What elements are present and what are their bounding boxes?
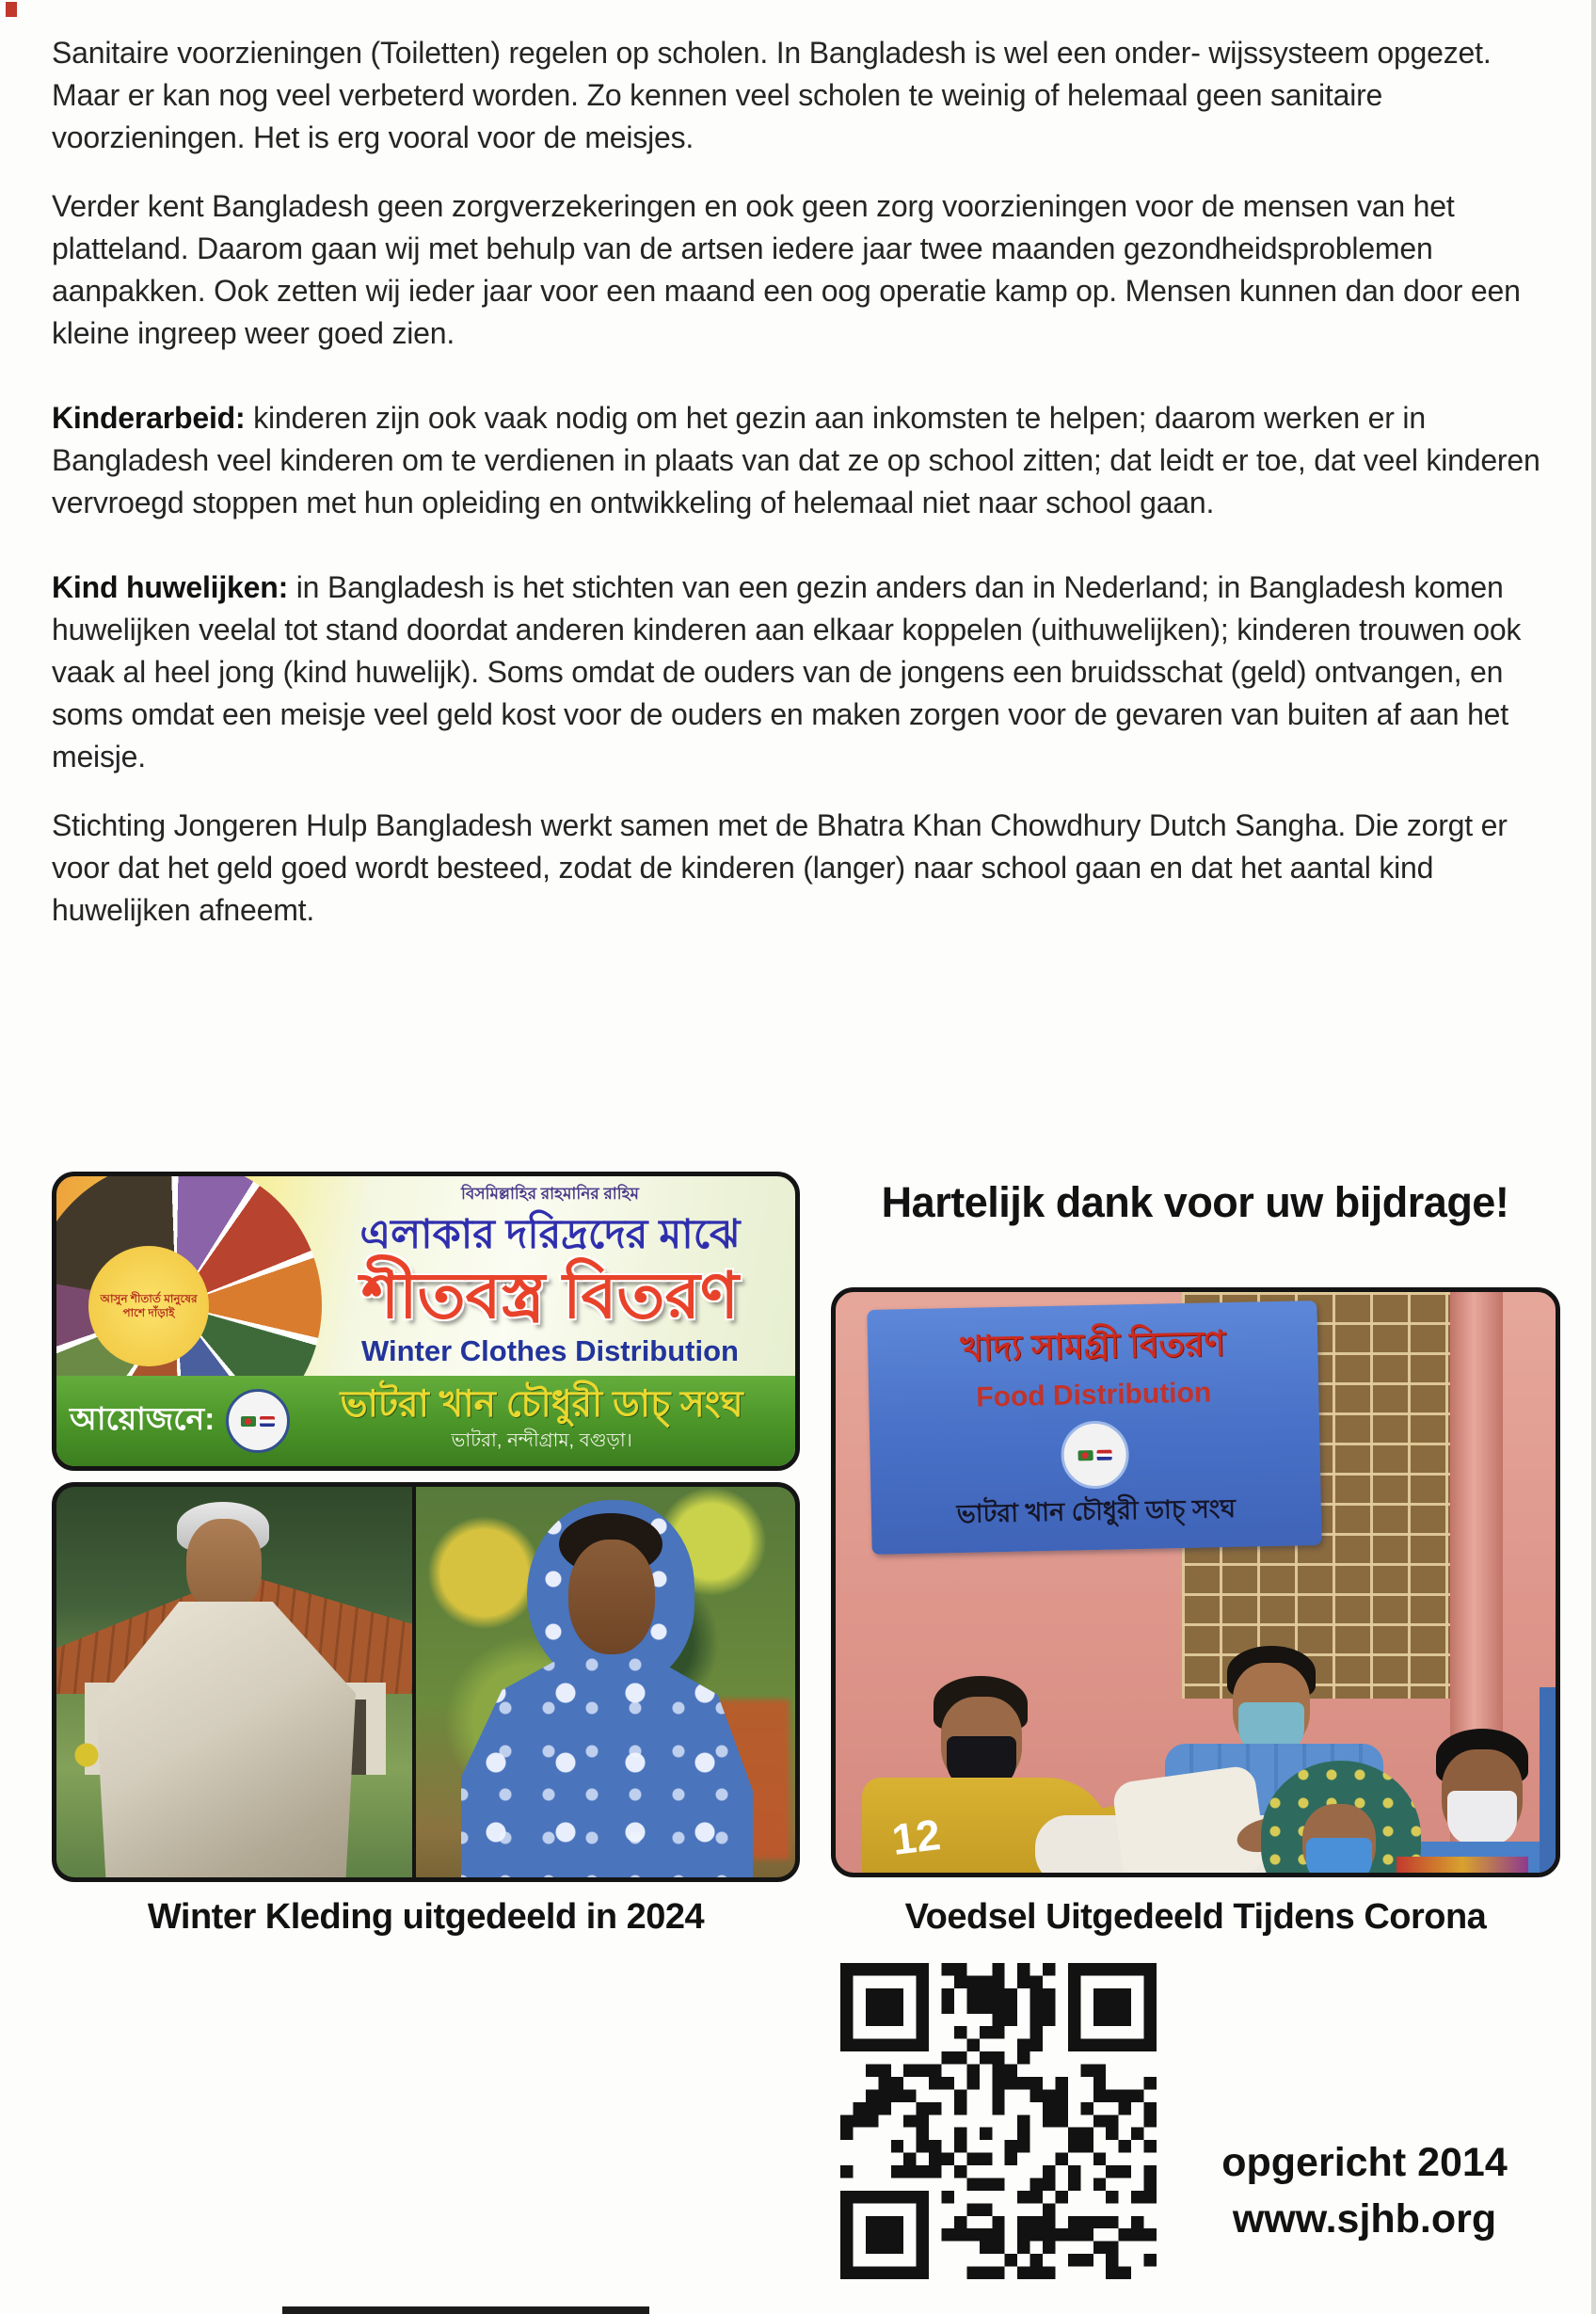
woman-face <box>568 1540 655 1654</box>
thanks-heading: Hartelijk dank voor uw bijdrage! <box>881 1178 1509 1226</box>
shirt-number: 12 <box>889 1810 944 1864</box>
sangha-logo-icon <box>226 1389 290 1453</box>
kinderarbeid-heading: Kinderarbeid: <box>52 401 246 435</box>
netherlands-flag-icon <box>1096 1449 1111 1460</box>
kinderarbeid-text: kinderen zijn ook vaak nodig om het gezin aan inkomsten te helpen; daarom werken er in Bangladesh veel kinderen om te verdienen in plaats van dat ze op school zitten; dat leidt er toe, dat veel kinderen vervroegd stoppen met hun opleiding en ontwikkeling of helemaal niet naar school gaan. <box>52 401 1540 519</box>
food-distribution-banner <box>867 1301 1321 1555</box>
winter-photos <box>52 1482 800 1882</box>
scan-artifact-edge <box>1591 0 1596 2314</box>
article-text <box>52 32 1548 958</box>
poster-title-bengali: শীতবস্ত্র বিতরণ <box>360 1260 740 1332</box>
poster-text <box>312 1182 788 1368</box>
winter-poster <box>52 1172 800 1471</box>
banner-title-bengali: খাদ্য সামগ্রী বিতরণ <box>960 1324 1226 1368</box>
blue-patterned-shawl <box>461 1658 753 1877</box>
scan-artifact-strip <box>282 2306 649 2314</box>
paragraph-kinderarbeid <box>52 397 1548 524</box>
photo-elderly-man <box>56 1487 412 1877</box>
poster-bismillah: বিসমিল্লাহির রাহমানির রাহিম <box>461 1185 639 1203</box>
man-face <box>186 1519 262 1613</box>
scan-artifact-mark <box>6 2 17 17</box>
organizer-label: আয়োজনে: <box>70 1401 215 1436</box>
white-face-mask <box>1447 1791 1517 1845</box>
paragraph-kind-huwelijken <box>52 567 1548 778</box>
paragraph-zorg: Verder kent Bangladesh geen zorgverzekeringen en ook geen zorg voorzieningen voor de mensen van het platteland. Daarom gaan wij met behulp van de artsen iedere jaar twee maanden gezondheidsproblemen aanpakken. Ook zetten wij ieder jaar voor een maand een oog operatie kamp op. Mensen kunnen dan door een kleine ingreep weer goed zien. <box>52 189 1521 350</box>
poster-tagline: এলাকার দরিদ্রদের মাঝে <box>359 1212 741 1257</box>
founded-year: opgericht 2014 <box>1221 2140 1508 2185</box>
netherlands-flag-icon <box>260 1416 275 1427</box>
food-distribution-photo <box>831 1287 1560 1877</box>
blue-face-mask <box>1306 1838 1372 1877</box>
footer-text <box>1172 2134 1557 2247</box>
paragraph-stichting: Stichting Jongeren Hulp Bangladesh werkt samen met de Bhatra Khan Chowdhury Dutch Sangha. Die zorgt er voor dat het geld goed wordt besteed, zodat de kinderen (langer) naar school gaan en dat het aantal kind huwelijken afneemt. <box>52 808 1508 927</box>
caption-food: Voedsel Uitgedeeld Tijdens Corona <box>904 1897 1487 1937</box>
kind-huwelijken-heading: Kind huwelijken: <box>52 570 289 604</box>
website-url: www.sjhb.org <box>1232 2196 1497 2242</box>
banner-title-english: Food Distribution <box>975 1377 1212 1413</box>
photo-woman-blue-shawl <box>416 1487 795 1877</box>
caption-winter: Winter Kleding uitgedeeld in 2024 <box>147 1897 705 1937</box>
collage-center-note: আসুন শীতার্ত মানুষের পাশে দাঁড়াই <box>88 1246 209 1366</box>
organizer-address: ভাটরা, নন্দীগ্রাম, বগুড়া। <box>451 1429 632 1451</box>
kind-huwelijken-text: in Bangladesh is het stichten van een gezin anders dan in Nederland; in Bangladesh komen huwelijken veelal tot stand doordat anderen kinderen aan elkaar koppelen (uithuwelijken); kinderen trouwen ook vaak al heel jong (kind huwelijk). Soms omdat de ouders van de jongens een bruidsschat (geld) ontvangen, en soms omdat een meisje veel geld kost voor de ouders en maken zorgen voor de gevaren van buiten af aan het meisje. <box>52 570 1522 774</box>
edge-person <box>1540 1687 1560 1877</box>
organizer-name: ভাটরা খান চৌধুরী ডাচ্ সংঘ <box>340 1383 743 1425</box>
food-sack-held <box>1111 1764 1268 1877</box>
bangladesh-flag-icon <box>1077 1450 1093 1460</box>
organizer-block <box>301 1385 782 1458</box>
poster-title-english: Winter Clothes Distribution <box>361 1334 739 1367</box>
poster-organizer-band <box>56 1376 795 1466</box>
qr-code <box>840 1963 1157 2279</box>
banner-logo-icon <box>1061 1420 1129 1489</box>
bangladesh-flag-icon <box>241 1416 256 1427</box>
banner-organizer: ভাটরা খান চৌধুরী ডাচ্ সংঘ <box>956 1493 1237 1529</box>
colorful-sari <box>1396 1857 1528 1877</box>
paragraph-sanitaire: Sanitaire voorzieningen (Toiletten) regelen op scholen. In Bangladesh is wel een onder- wijssysteem opgezet. Maar er kan nog veel verbeterd worden. Zo kennen veel scholen te weinig of helemaal geen sanitaire voorzieningen. Het is erg vooral voor de meisjes. <box>52 36 1492 154</box>
